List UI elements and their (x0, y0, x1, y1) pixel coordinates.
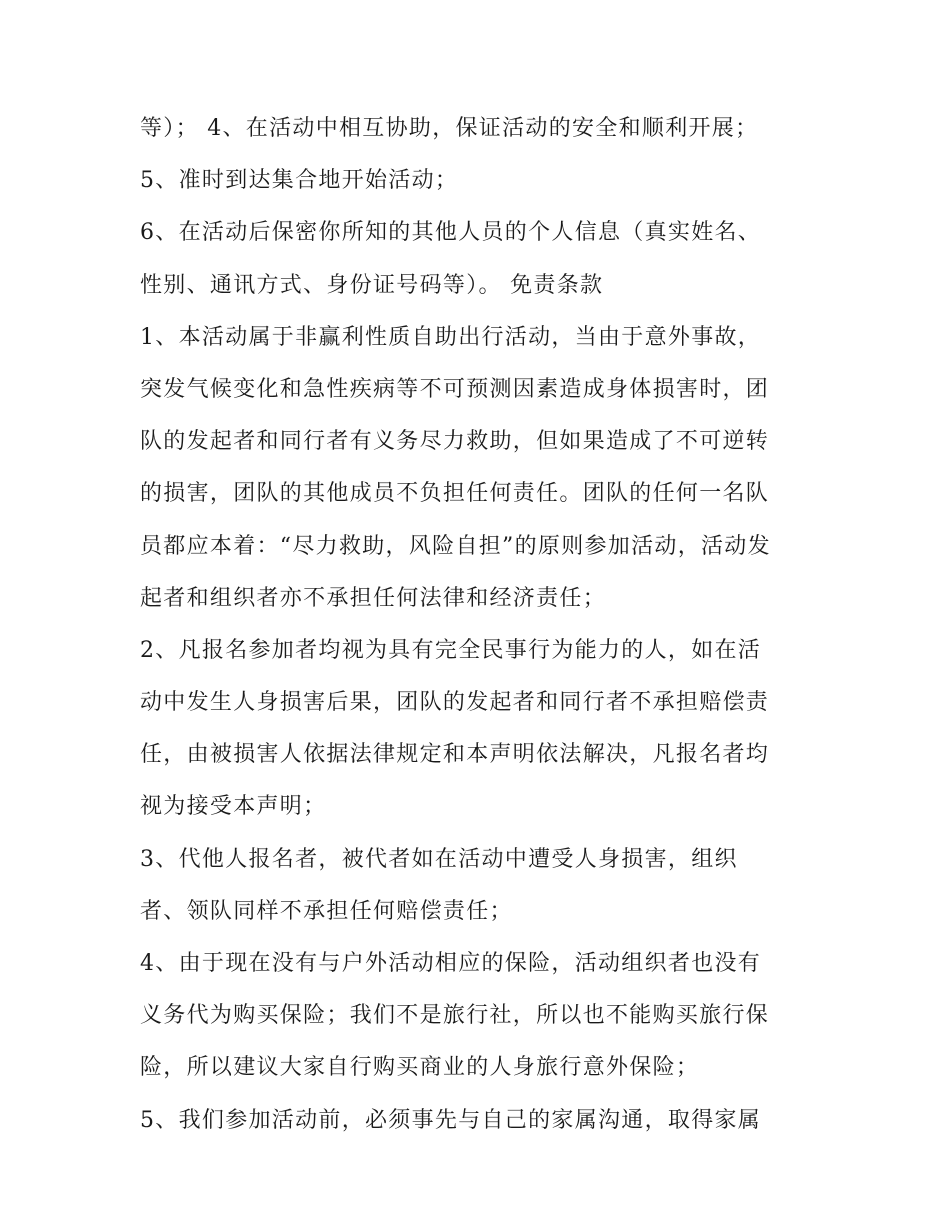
text-line: 1、本活动属于非赢利性质自助出行活动，当由于意外事故， (140, 324, 762, 350)
text-line: 动中发生人身损害后果，团队的发起者和同行者不承担赔偿责 (140, 690, 770, 716)
text-line: 险，所以建议大家自行购买商业的人身旅行意外保险； (140, 1055, 700, 1081)
text-line: 义务代为购买保险；我们不是旅行社，所以也不能购买旅行保 (140, 1003, 770, 1029)
text-line: 2、凡报名参加者均视为具有完全民事行为能力的人，如在活 (140, 637, 762, 663)
text-line: 任，由被损害人依据法律规定和本声明依法解决，凡报名者均 (140, 742, 770, 768)
text-line: 5、准时到达集合地开始活动； (140, 168, 459, 194)
text-line: 等）； 4、在活动中相互协助，保证活动的安全和顺利开展； (140, 116, 759, 141)
text-line: 5、我们参加活动前，必须事先与自己的家属沟通，取得家属 (140, 1107, 762, 1133)
text-line: 3、代他人报名者，被代者如在活动中遭受人身损害，组织 (140, 846, 738, 872)
text-line: 者、领队同样不承担任何赔偿责任； (140, 898, 513, 924)
text-line: 起者和组织者亦不承担任何法律和经济责任； (140, 585, 607, 611)
text-line: 的损害，团队的其他成员不负担任何责任。团队的任何一名队 (140, 481, 770, 507)
text-line: 性别、通讯方式、身份证号码等）。 免责条款 (140, 272, 604, 298)
text-line: 视为接受本声明； (140, 794, 327, 820)
text-line: 队的发起者和同行者有义务尽力救助，但如果造成了不可逆转 (140, 429, 770, 455)
text-line: 6、在活动后保密你所知的其他人员的个人信息（真实姓名、 (140, 220, 762, 246)
text-line: 突发气候变化和急性疾病等不可预测因素造成身体损害时，团 (140, 376, 770, 402)
text-line: 4、由于现在没有与户外活动相应的保险，活动组织者也没有 (140, 951, 762, 976)
body-text (140, 103, 820, 1147)
text-line: 员都应本着：“尽力救助，风险自担”的原则参加活动，活动发 (140, 533, 771, 559)
